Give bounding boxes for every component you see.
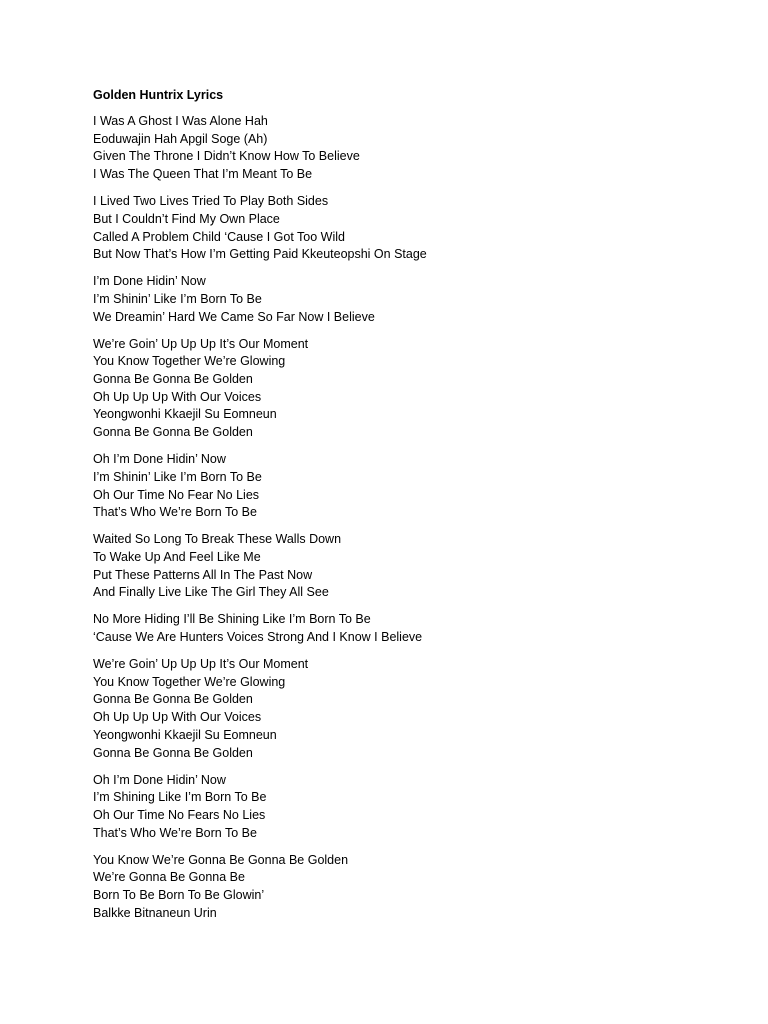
lyric-line: Oh I’m Done Hidin’ Now — [93, 452, 226, 467]
stanza — [93, 336, 713, 442]
lyric-line: Put These Patterns All In The Past Now — [93, 567, 313, 582]
lyric-line: I’m Shinin’ Like I’m Born To Be — [93, 291, 262, 306]
lyric-line: Gonna Be Gonna Be Golden — [93, 425, 253, 440]
lyric-line: You Know Together We’re Glowing — [93, 674, 286, 689]
stanza — [93, 273, 713, 326]
lyric-line: Gonna Be Gonna Be Golden — [93, 692, 253, 707]
lyric-line: That’s Who We’re Born To Be — [93, 825, 257, 840]
lyrics-document — [93, 86, 713, 932]
lyric-line: Oh Our Time No Fears No Lies — [93, 807, 266, 822]
stanza — [93, 611, 713, 646]
document-title: Golden Huntrix Lyrics — [93, 88, 224, 102]
lyric-line: Called A Problem Child ‘Cause I Got Too Wild — [93, 229, 345, 244]
lyric-line: Born To Be Born To Be Glowin’ — [93, 888, 265, 903]
lyric-line: You Know We’re Gonna Be Gonna Be Golden — [93, 852, 349, 867]
lyric-line: ‘Cause We Are Hunters Voices Strong And I Know I Believe — [93, 630, 423, 645]
lyric-line: Gonna Be Gonna Be Golden — [93, 372, 253, 387]
lyric-line: And Finally Live Like The Girl They All See — [93, 585, 329, 600]
lyric-line: Yeongwonhi Kkaejil Su Eomneun — [93, 727, 277, 742]
lyric-line: Oh Up Up Up With Our Voices — [93, 389, 262, 404]
lyric-line: We’re Goin’ Up Up Up It’s Our Moment — [93, 657, 309, 672]
lyric-line: Oh Our Time No Fear No Lies — [93, 487, 260, 502]
stanza — [93, 772, 713, 843]
lyric-line: I Lived Two Lives Tried To Play Both Sides — [93, 194, 329, 209]
stanza — [93, 656, 713, 762]
lyric-line: We Dreamin’ Hard We Came So Far Now I Believe — [93, 309, 375, 324]
lyric-line: Gonna Be Gonna Be Golden — [93, 745, 253, 760]
lyric-line: Oh I’m Done Hidin’ Now — [93, 772, 226, 787]
lyric-line: I Was The Queen That I’m Meant To Be — [93, 167, 313, 182]
lyric-line: But Now That’s How I’m Getting Paid Kkeuteopshi On Stage — [93, 247, 427, 262]
lyric-line: Given The Throne I Didn’t Know How To Believe — [93, 149, 360, 164]
lyric-line: Waited So Long To Break These Walls Down — [93, 532, 342, 547]
lyric-line: We’re Gonna Be Gonna Be — [93, 870, 245, 885]
lyric-line: To Wake Up And Feel Like Me — [93, 549, 261, 564]
lyric-line: I Was A Ghost I Was Alone Hah — [93, 114, 268, 128]
stanza — [93, 451, 713, 522]
lyrics-body — [93, 113, 713, 923]
lyric-line: I’m Shinin’ Like I’m Born To Be — [93, 469, 262, 484]
lyric-line: Balkke Bitnaneun Urin — [93, 905, 217, 920]
lyric-line: That’s Who We’re Born To Be — [93, 505, 257, 520]
lyric-line: I’m Shining Like I’m Born To Be — [93, 790, 267, 805]
lyric-line: But I Couldn’t Find My Own Place — [93, 211, 280, 226]
stanza — [93, 531, 713, 602]
stanza — [93, 193, 713, 264]
lyric-line: You Know Together We’re Glowing — [93, 354, 286, 369]
stanza — [93, 113, 713, 184]
lyric-line: Eoduwajin Hah Apgil Soge (Ah) — [93, 131, 268, 146]
stanza — [93, 852, 713, 923]
lyric-line: Yeongwonhi Kkaejil Su Eomneun — [93, 407, 277, 422]
lyric-line: No More Hiding I’ll Be Shining Like I’m Born To Be — [93, 612, 371, 627]
lyric-line: I’m Done Hidin’ Now — [93, 274, 206, 289]
lyric-line: Oh Up Up Up With Our Voices — [93, 710, 262, 725]
lyric-line: We’re Goin’ Up Up Up It’s Our Moment — [93, 336, 309, 351]
